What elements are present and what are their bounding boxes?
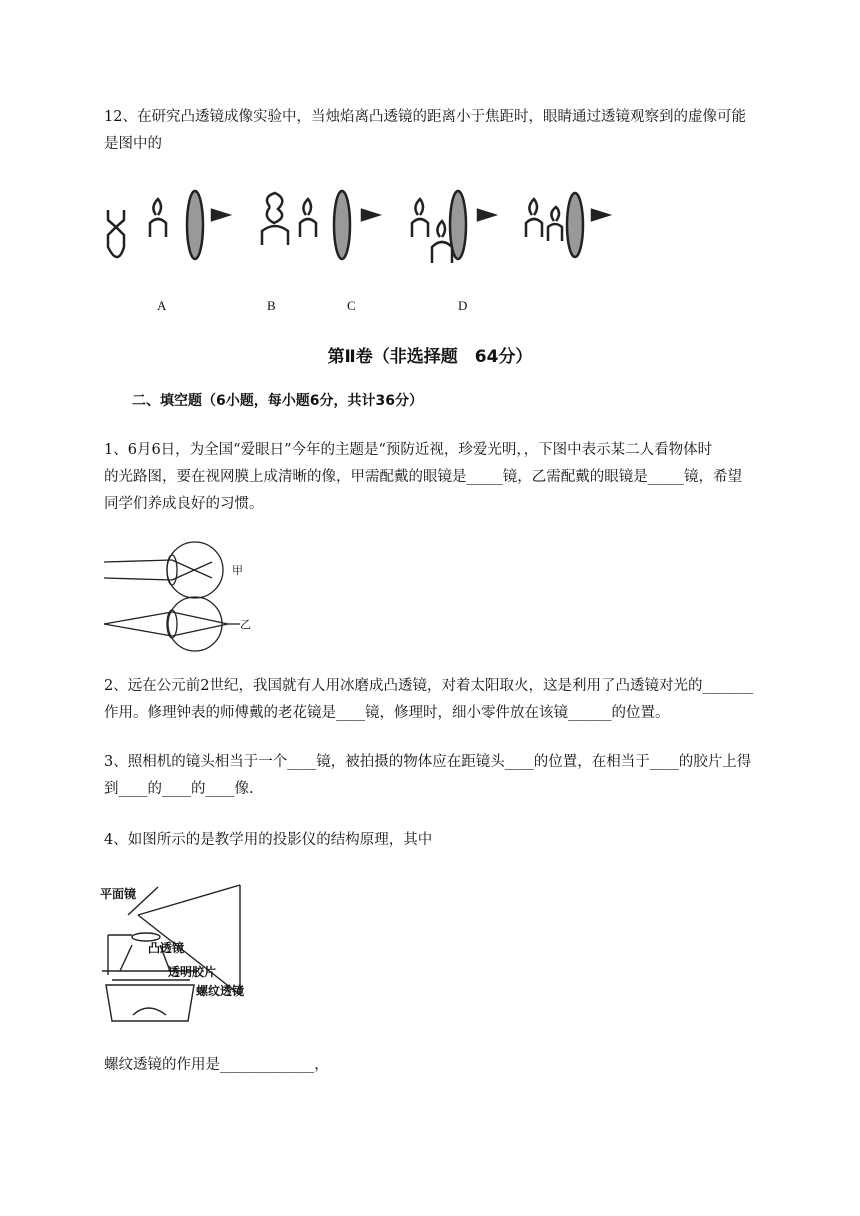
section-subtitle: 二、填空题（6小题，每小题6分，共计36分） bbox=[132, 393, 423, 409]
eye-diagram bbox=[100, 540, 280, 652]
q3-line1: 3、照相机的镜头相当于一个____镜，被拍摄的物体应在距镜头____的位置，在相当于____的胶片上得 bbox=[104, 754, 752, 770]
q1-line1: 1、6月6日，为全国“爱眼日”今年的主题是“预防近视，珍爱光明，，下图中表示某二人看物体时 bbox=[104, 442, 713, 458]
eye-diagram-drawing bbox=[100, 540, 280, 652]
q1-text bbox=[104, 437, 824, 518]
option-b-label: B bbox=[267, 298, 276, 313]
label-jia: 甲 bbox=[232, 564, 243, 577]
q2-text bbox=[104, 673, 824, 727]
q4-text bbox=[104, 827, 824, 854]
label-convex-lens: 凸透镜 bbox=[148, 941, 185, 955]
label-plane-mirror: 平面镜 bbox=[100, 887, 137, 901]
q4-answer: 螺纹透镜的作用是_____________， bbox=[104, 1057, 329, 1073]
projector-diagram bbox=[98, 875, 268, 1025]
option-d-figure bbox=[526, 193, 608, 257]
q3-line2: 到____的____的____像. bbox=[104, 781, 254, 797]
label-yi: 乙 bbox=[240, 618, 251, 631]
q12-text bbox=[104, 104, 824, 158]
q2-line2: 作用。修理钟表的师傅戴的老花镜是____镜，修理时，细小零件放在该镜______的位置。 bbox=[104, 705, 670, 721]
q1-line2: 的光路图，要在视网膜上成清晰的像，甲需配戴的眼镜是_____镜，乙需配戴的眼镜是_____镜，希望 bbox=[104, 469, 742, 485]
section-title: 第Ⅱ卷（非选择题 64分） bbox=[327, 347, 533, 367]
q4-line1: 4、如图所示的是教学用的投影仪的结构原理，其中 bbox=[104, 832, 433, 848]
option-c-label: C bbox=[347, 298, 356, 313]
option-d-label: D bbox=[458, 298, 468, 313]
label-transparency: 透明胶片 bbox=[168, 965, 217, 979]
q12-line1: 12、在研究凸透镜成像实验中，当烛焰离凸透镜的距离小于焦距时，眼睛通过透镜观察到的虚像可能 bbox=[104, 109, 746, 125]
q3-text bbox=[104, 749, 824, 803]
q2-line1: 2、远在公元前2世纪，我国就有人用冰磨成凸透镜，对着太阳取火，这是利用了凸透镜对光的_______ bbox=[104, 678, 754, 694]
q1-line3: 同学们养成良好的习惯。 bbox=[104, 496, 264, 512]
q12-options-figure bbox=[100, 185, 620, 275]
option-c-figure bbox=[412, 191, 494, 263]
q12-line2: 是图中的 bbox=[104, 136, 162, 152]
label-fresnel-lens: 螺纹透镜 bbox=[196, 984, 245, 998]
option-a-figure bbox=[108, 191, 228, 259]
option-b-figure bbox=[262, 191, 378, 259]
option-a-label: A bbox=[157, 298, 167, 313]
